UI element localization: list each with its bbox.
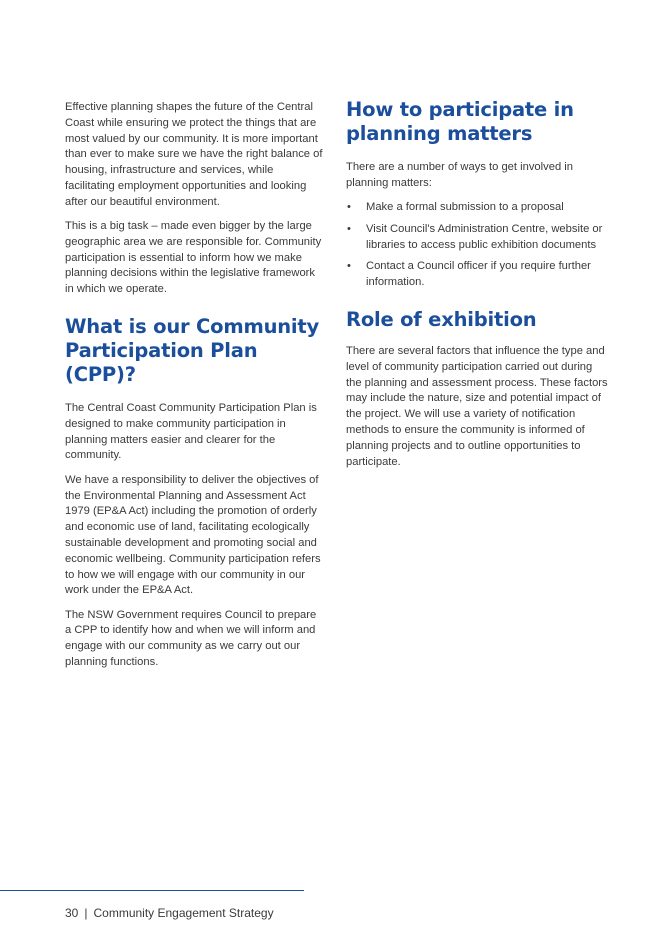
bullet-icon: • xyxy=(347,222,351,235)
participate-heading: How to participate in planning matters xyxy=(346,98,574,145)
participate-list xyxy=(346,200,608,291)
left-column xyxy=(65,100,323,679)
cpp-heading: What is our Community Participation Plan (CPP)? xyxy=(65,315,320,387)
footer-separator: | xyxy=(84,906,88,920)
list-item-text: Make a formal submission to a proposal xyxy=(366,201,564,214)
bullet-icon: • xyxy=(347,201,351,214)
list-item xyxy=(346,259,608,291)
participate-intro: There are a number of ways to get involved in planning matters: xyxy=(346,161,573,189)
cpp-paragraph-3: The NSW Government requires Council to prepare a CPP to identify how and when we will inform and engage with our community as we carry out our planning functions. xyxy=(65,608,317,669)
intro-paragraph-1: Effective planning shapes the future of the Central Coast while ensuring we protect the things that are most valued by our community. It is more important than ever to make sure we have the right balance of housing, infrastructure and services, while facilitating employment opportunities and looking after our beautiful environment. xyxy=(65,101,323,208)
bullet-icon: • xyxy=(347,260,351,273)
footer-divider xyxy=(0,890,304,891)
cpp-paragraph-1: The Central Coast Community Participation Plan is designed to make community participation in planning matters easier and clearer for the community. xyxy=(65,402,317,462)
page-number: 30 xyxy=(65,906,79,920)
right-column xyxy=(346,100,608,479)
list-item-text: Contact a Council officer if you require further information. xyxy=(366,260,591,289)
list-item xyxy=(346,222,608,254)
list-item-text: Visit Council's Administration Centre, website or libraries to access public exhibition documents xyxy=(366,222,603,251)
document-title: Community Engagement Strategy xyxy=(93,906,274,920)
list-item xyxy=(346,200,608,216)
exhibition-paragraph: There are several factors that influence the type and level of community participation carried out during the planning and assessment process. These factors may include the nature, size and potential impact of the project. We will use a variety of notification methods to ensure the community is informed of planning projects and to outline opportunities to participate. xyxy=(346,345,608,468)
exhibition-heading: Role of exhibition xyxy=(346,308,537,332)
cpp-paragraph-2: We have a responsibility to deliver the objectives of the Environmental Planning and Assessment Act 1979 (EP&A Act) including the promotion of orderly and economic use of land, facilitating ecologically sustainable development and promoting social and economic wellbeing. Community participation refers to how we will engage with our community in our work under the EP&A Act. xyxy=(65,473,321,597)
intro-paragraph-2: This is a big task – made even bigger by the large geographic area we are responsible for. Community participation is essential to inform how we make planning decisions within the legislative framework in which we operate. xyxy=(65,220,322,296)
page-footer xyxy=(65,906,274,920)
